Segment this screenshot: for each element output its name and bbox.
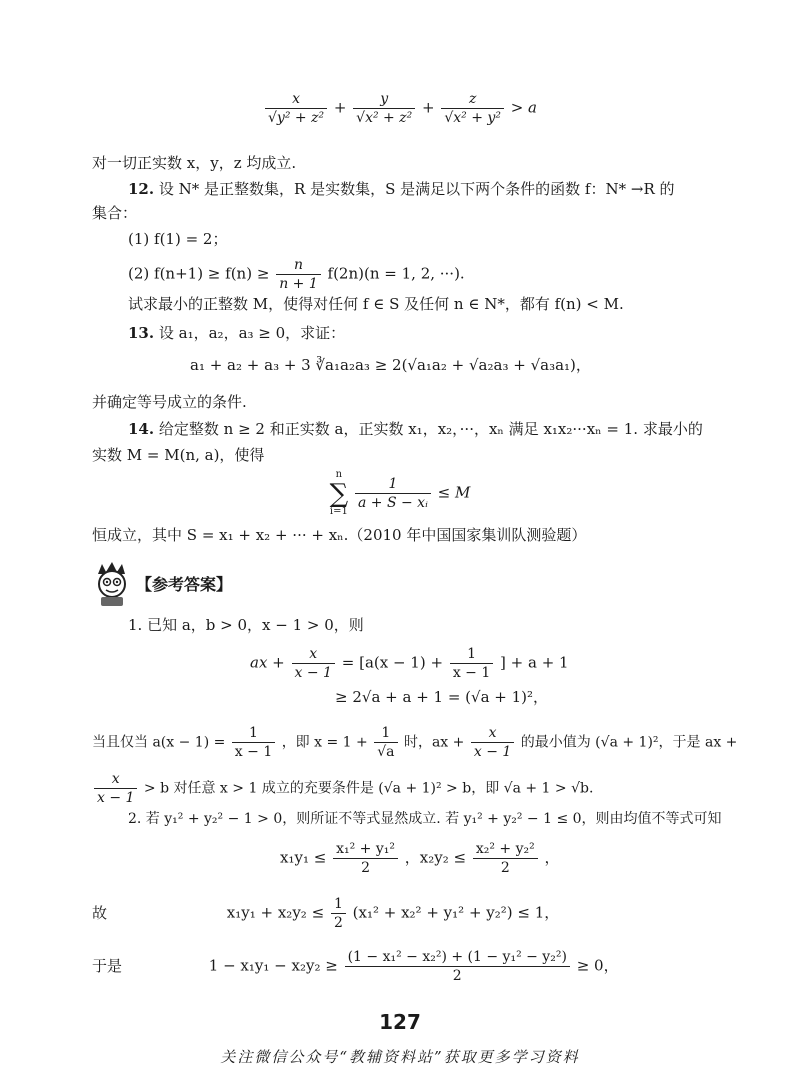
all-real-line: 对一切正实数 x，y，z 均成立. (92, 154, 297, 172)
top-inequality: $\frac{x}{\text{√y² + z²}}$ + $\frac{y}{\text{√x² + z²}}$ + $\frac{z}{\text{√x² + y²}}$ > a (0, 90, 800, 127)
problem-14-statement: 14. 给定整数 n ≥ 2 和正实数 a，正实数 x₁，x₂，···，xₙ 满足 x₁x₂···xₙ = 1. 求最小的 (128, 420, 703, 438)
cartoon-mascot-icon (92, 560, 132, 608)
problem-13-formula: a₁ + a₂ + a₃ + 3 ∛a₁a₂a₃ ≥ 2(√a₁a₂ + √a₂a₃ + √a₃a₁)， (190, 356, 591, 374)
problem-13-statement: 13. 设 a₁，a₂，a₃ ≥ 0，求证： (128, 324, 346, 342)
answer-1-text-1: 当且仅当 a(x − 1) = $\frac{1}{x - 1}$ ，即 x = 1 + $\frac{1}{√a}$ 时，ax + $\frac{x}{x - 1}$ 的最小值为 (√a + 1)²，于是 ax + (92, 725, 738, 760)
answer-1-line-2: ≥ 2√a + a + 1 = (√a + 1)²， (335, 688, 549, 706)
answer-2-intro: 2. 若 y₁² + y₂² − 1 > 0，则所证不等式显然成立. 若 y₁² + y₂² − 1 ≤ 0，则由均值不等式可知 (128, 811, 722, 827)
problem-12-question: 试求最小的正整数 M，使得对任何 f ∈ S 及任何 n ∈ N*，都有 f(n) < M. (128, 295, 624, 313)
summation-symbol: ∑ (329, 479, 349, 509)
answer-title: 【参考答案】 (136, 575, 233, 594)
answer-1-intro: 1. 已知 a，b > 0，x − 1 > 0，则 (128, 616, 364, 634)
problem-12-statement-cont: 集合： (92, 204, 138, 222)
problem-14-condition: 恒成立，其中 S = x₁ + x₂ + ··· + xₙ.（2010 年中国国家集训队测验题） (92, 526, 587, 544)
problem-12-condition-2: (2) f(n+1) ≥ f(n) ≥ $\frac{n}{n + 1}$ f(2n)(n = 1, 2, ···). (128, 257, 465, 292)
answer-2-formula-2: 故 x₁y₁ + x₂y₂ ≤ $\frac{1}{2}$ (x₁² + x₂² + y₁² + y₂²) ≤ 1， (92, 896, 560, 931)
problem-12-statement: 12. 设 N* 是正整数集，R 是实数集，S 是满足以下两个条件的函数 f：N* →R 的 (128, 180, 675, 198)
problem-12-condition-1: (1) f(1) = 2； (128, 230, 228, 248)
page-number: 127 (379, 1010, 421, 1034)
problem-14-statement-cont: 实数 M = M(n, a)，使得 (92, 446, 265, 464)
answer-header (92, 560, 352, 610)
answer-2-formula-1: x₁y₁ ≤ $\frac{\text{x₁² + y₁²}}{2}$ ，x₂y₂ ≤ $\frac{\text{x₂² + y₂²}}{2}$ ， (280, 841, 560, 876)
answer-2-formula-3: 于是 1 − x₁y₁ − x₂y₂ ≥ $\frac{\text{(1 − x₁² − x₂²) + (1 − y₁² − y₂²)}}{2}$ ≥ 0， (92, 949, 619, 984)
problem-14-sum-formula: n ∑ i=1 $\frac{1}{\text{a + S − xᵢ}}$ ≤ M (329, 469, 471, 517)
answer-1-line-1: ax + $\frac{x}{x - 1}$ = [a(x − 1) + $\frac{1}{x - 1}$ ] + a + 1 (250, 646, 569, 681)
answer-1-text-2: $\frac{x}{x - 1}$ > b 对任意 x > 1 成立的充要条件是 (√a + 1)² > b，即 √a + 1 > √b. (92, 770, 593, 807)
footer-note: 关注微信公众号“教辅资料站”获取更多学习资料 (220, 1048, 580, 1066)
problem-13-tail: 并确定等号成立的条件. (92, 393, 247, 411)
